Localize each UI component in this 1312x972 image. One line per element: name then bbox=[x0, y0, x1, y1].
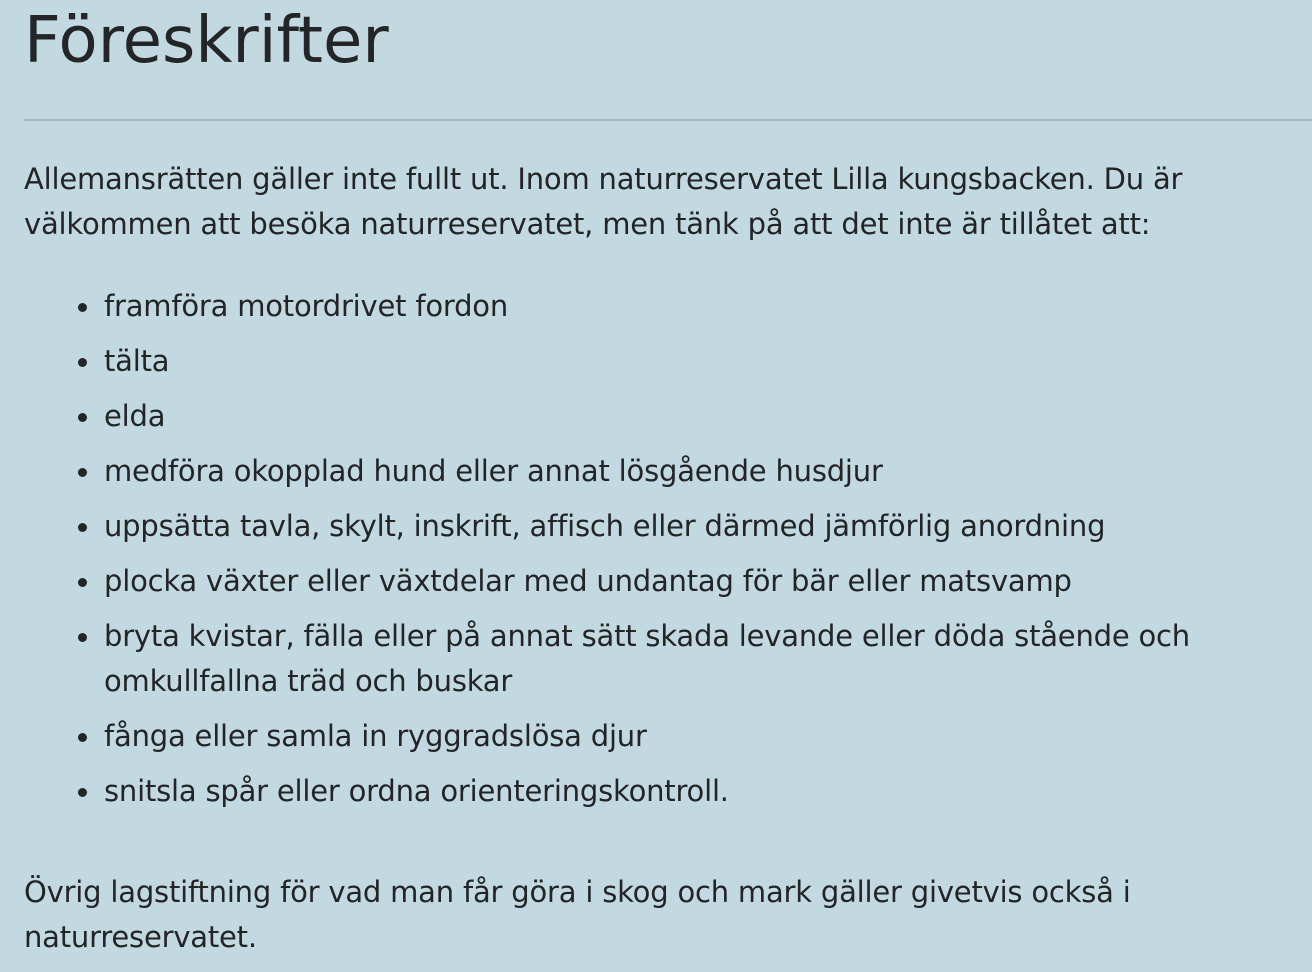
list-item: elda bbox=[104, 394, 1234, 439]
list-item: snitsla spår eller ordna orienteringskontroll. bbox=[104, 769, 1234, 814]
list-item: uppsätta tavla, skylt, inskrift, affisch eller därmed jämförlig anordning bbox=[104, 504, 1234, 549]
list-item: bryta kvistar, fälla eller på annat sätt skada levande eller döda stående och omkullfallna träd och buskar bbox=[104, 614, 1234, 704]
outro-paragraph: Övrig lagstiftning för vad man får göra i skog och mark gäller givetvis också i naturreservatet. bbox=[24, 875, 1131, 954]
regulations-section bbox=[24, 0, 1312, 960]
list-item: fånga eller samla in ryggradslösa djur bbox=[104, 714, 1234, 759]
list-item: plocka växter eller växtdelar med undantag för bär eller matsvamp bbox=[104, 559, 1234, 604]
list-item: medföra okopplad hund eller annat lösgående husdjur bbox=[104, 449, 1234, 494]
rules-list bbox=[24, 284, 1312, 814]
list-item: framföra motordrivet fordon bbox=[104, 284, 1234, 329]
list-item: tälta bbox=[104, 339, 1234, 384]
page-title: Föreskrifter bbox=[24, 4, 389, 78]
intro-paragraph: Allemansrätten gäller inte fullt ut. Inom naturreservatet Lilla kungsbacken. Du är välkommen att besöka naturreservatet, men tänk på att det inte är tillåtet att: bbox=[24, 162, 1183, 241]
title-divider bbox=[24, 119, 1312, 121]
